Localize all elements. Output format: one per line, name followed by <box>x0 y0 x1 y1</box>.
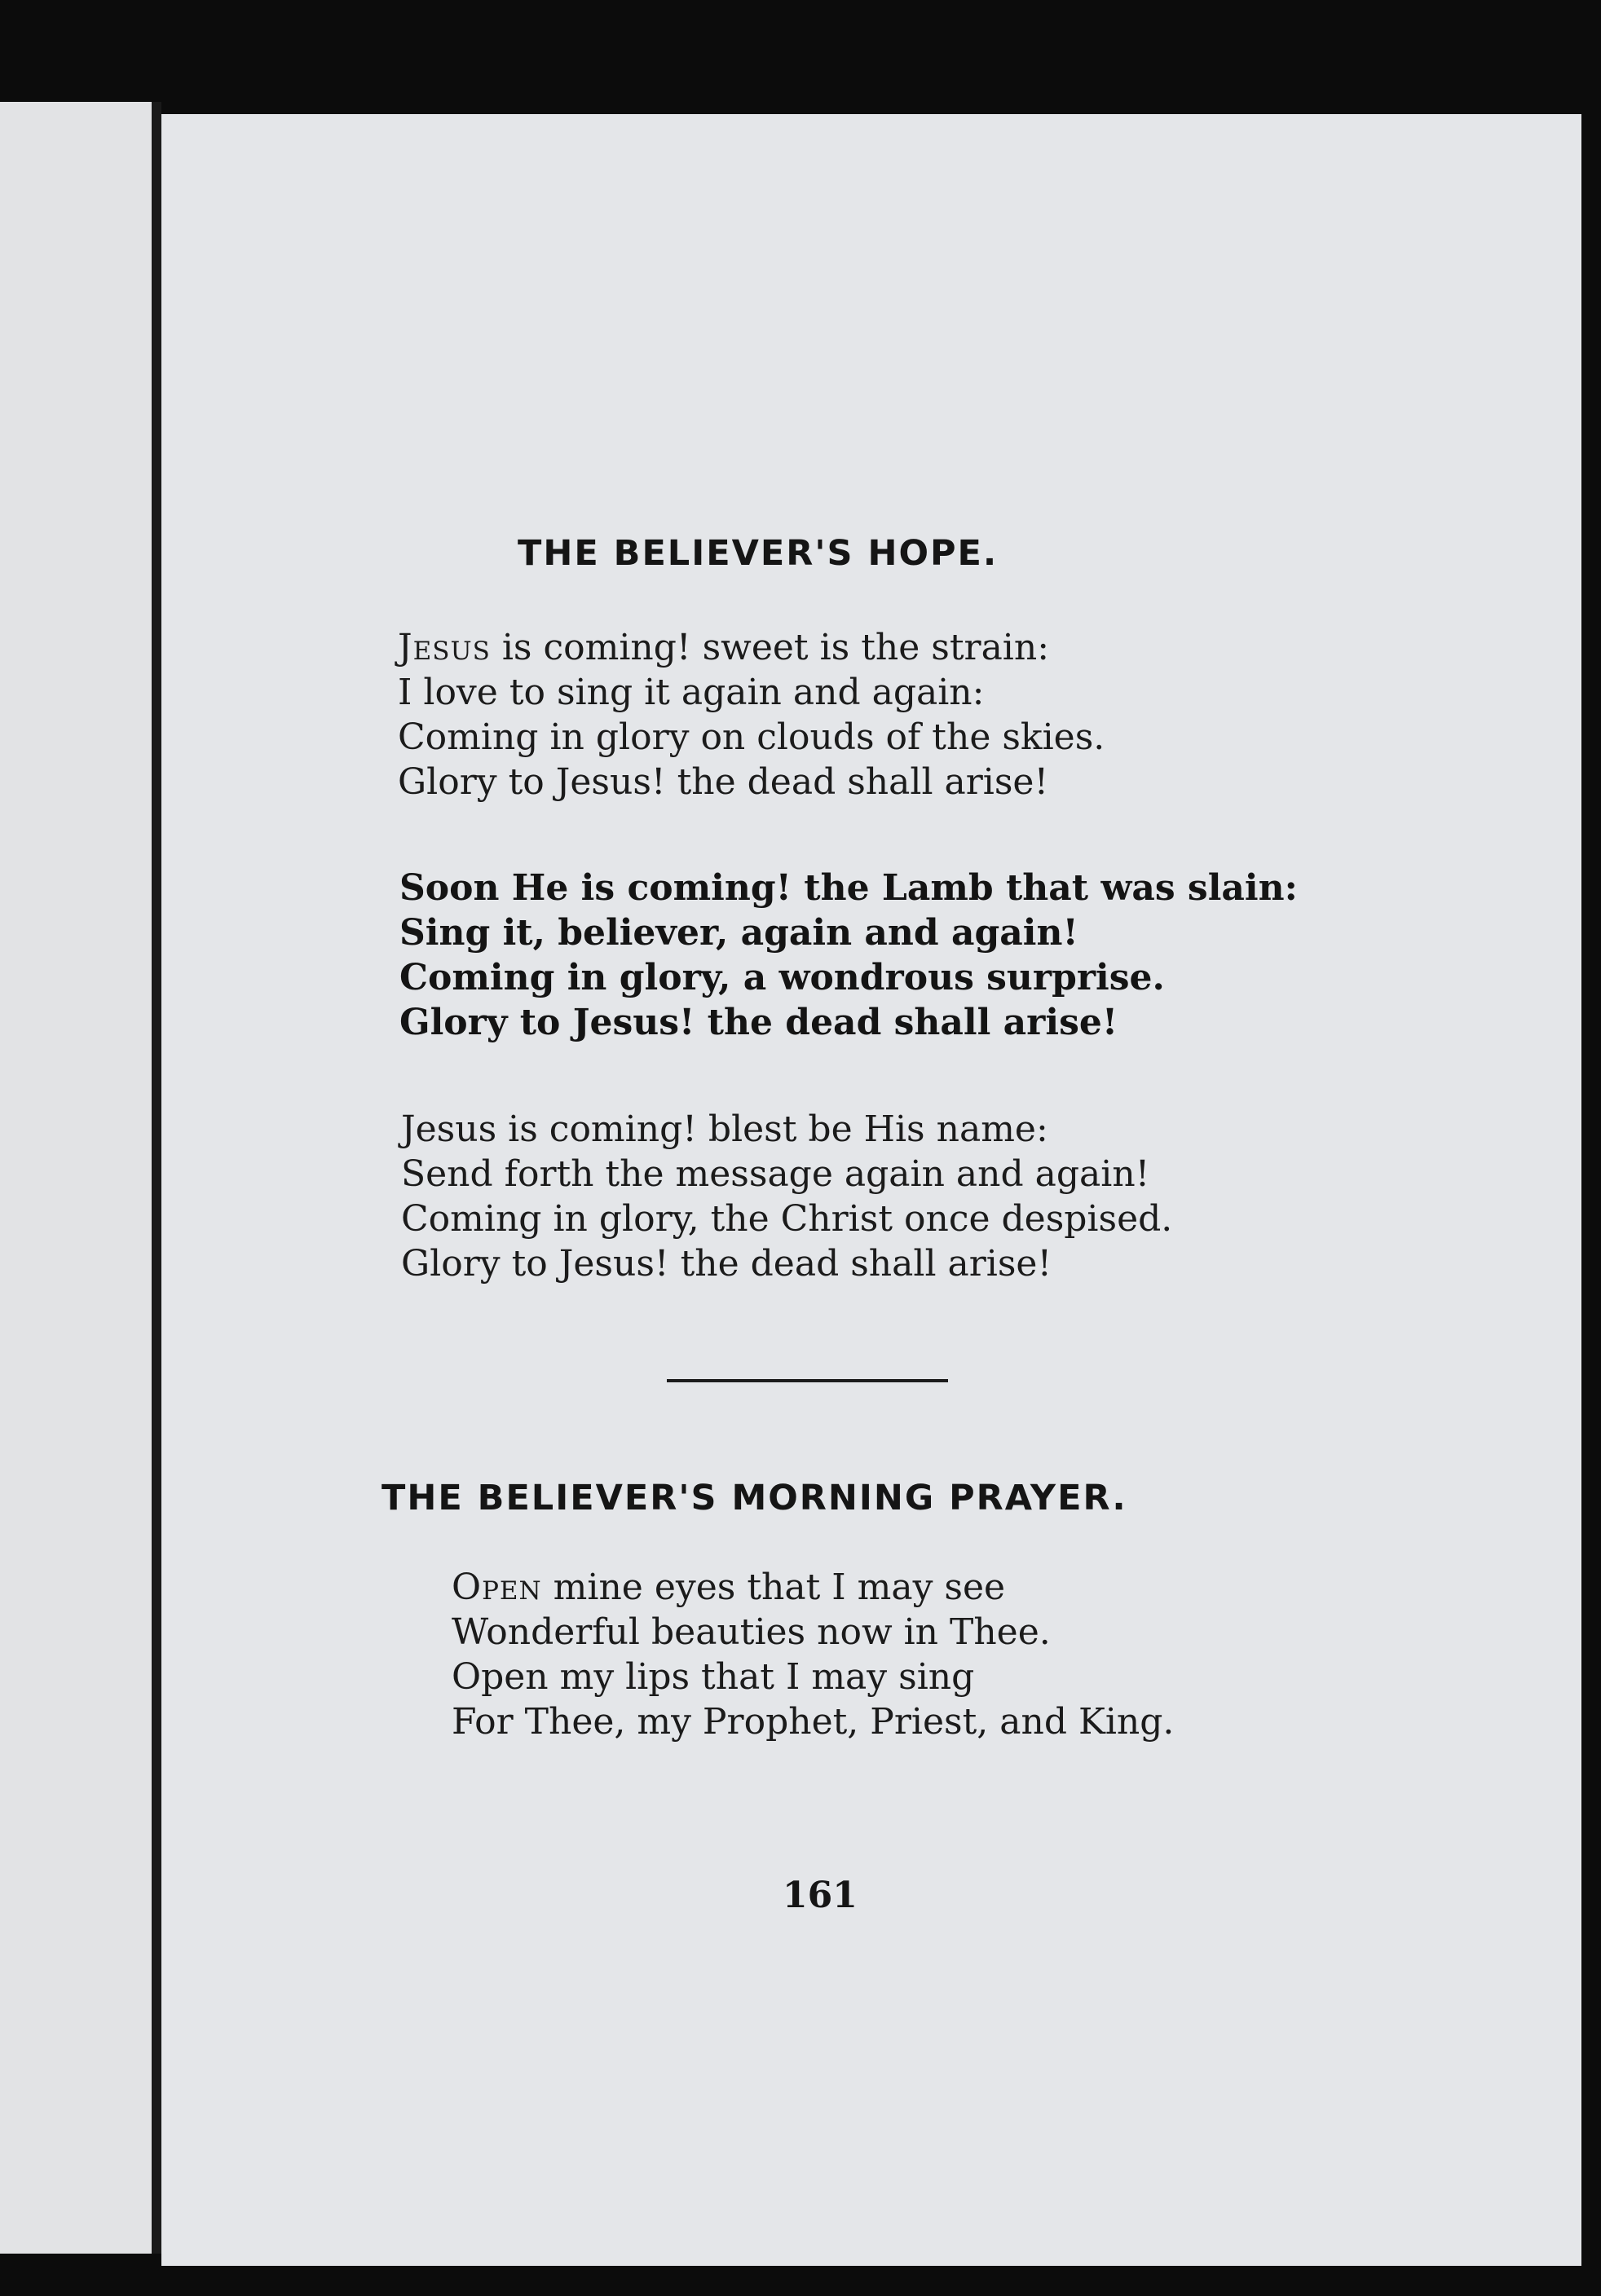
stanza-1 <box>398 625 1105 804</box>
poem-line: Coming in glory, a wondrous surprise. <box>399 957 1165 998</box>
poem-line: I love to sing it again and again: <box>398 672 985 713</box>
poem-line: Open my lips that I may sing <box>452 1656 975 1698</box>
book-spine <box>152 102 161 2254</box>
facing-page <box>0 102 157 2254</box>
drop-word: Open <box>452 1567 542 1608</box>
poem-line: Glory to Jesus! the dead shall arise! <box>399 1002 1118 1043</box>
poem-title-morning-prayer: THE BELIEVER'S MORNING PRAYER. <box>382 1478 1127 1518</box>
poem-line: Soon He is coming! the Lamb that was slain: <box>399 867 1298 909</box>
poem-line: Jesus is coming! blest be His name: <box>401 1108 1048 1150</box>
stanza-2 <box>399 866 1298 1045</box>
drop-word: Jesus <box>398 627 491 668</box>
poem-line: Coming in glory, the Christ once despised. <box>401 1198 1173 1240</box>
poem-line: Coming in glory on clouds of the skies. <box>398 716 1105 758</box>
poem-line: For Thee, my Prophet, Priest, and King. <box>452 1701 1175 1743</box>
page-number: 161 <box>783 1875 858 1916</box>
poem-line: Wonderful beauties now in Thee. <box>452 1611 1051 1653</box>
poem-line: Open mine eyes that I may see <box>452 1567 1006 1608</box>
poem-title-believers-hope: THE BELIEVER'S HOPE. <box>518 533 999 574</box>
prayer-stanza <box>452 1565 1174 1744</box>
poem-line: Glory to Jesus! the dead shall arise! <box>398 761 1049 803</box>
poem-line: Glory to Jesus! the dead shall arise! <box>401 1243 1052 1285</box>
poem-line: Send forth the message again and again! <box>401 1153 1150 1195</box>
poem-line: Jesus is coming! sweet is the strain: <box>398 627 1050 668</box>
book-page <box>161 114 1581 2266</box>
section-divider <box>667 1379 948 1382</box>
stanza-3 <box>401 1107 1172 1286</box>
poem-line: Sing it, believer, again and again! <box>399 912 1078 954</box>
